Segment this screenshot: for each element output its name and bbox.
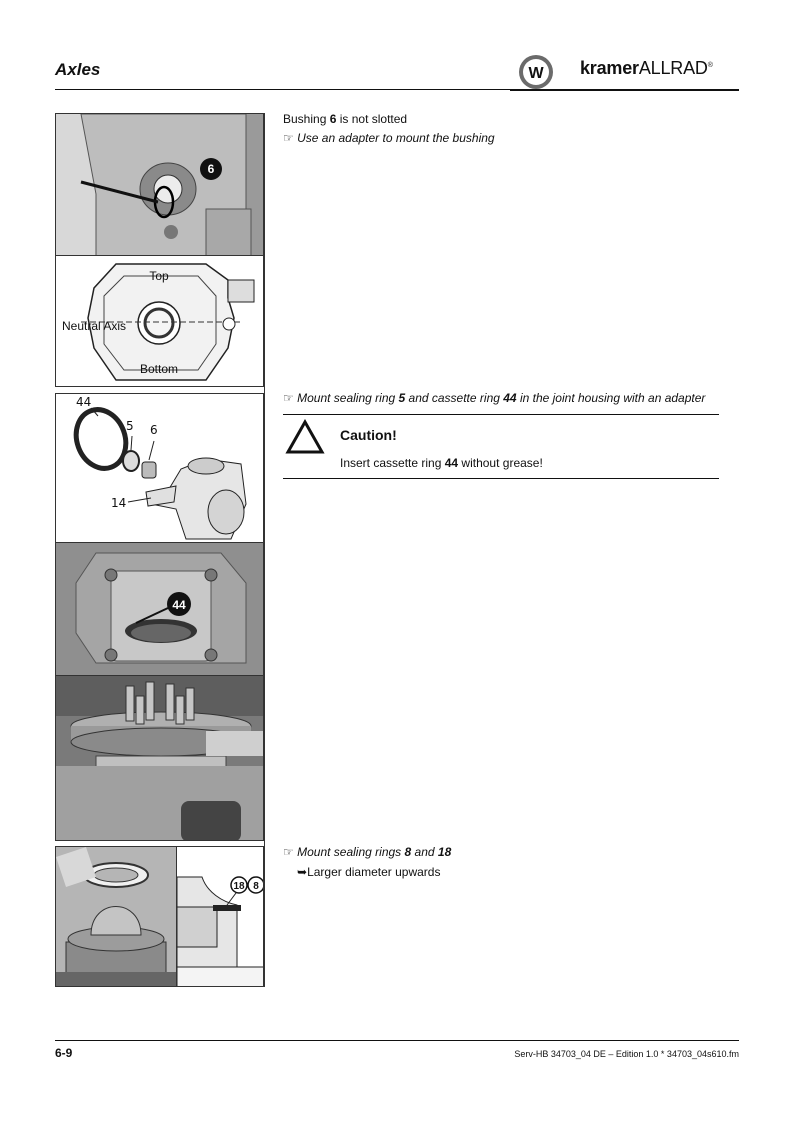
figure-exploded-view	[55, 393, 264, 543]
label-neutral-axis: Neutral Axis	[62, 319, 127, 333]
label-5: 5	[126, 419, 134, 433]
callout-8-label: 8	[253, 881, 259, 892]
logo-letter: W	[528, 65, 544, 82]
header-rule-right	[510, 89, 739, 91]
header-rule-left	[55, 89, 510, 90]
footer-rule	[55, 1040, 739, 1041]
figure-seal-section	[176, 846, 264, 987]
arrow-icon: ➥	[297, 865, 308, 879]
callout-44-label: 44	[172, 598, 186, 612]
chapter-title: Axles	[55, 60, 101, 79]
label-bottom: Bottom	[139, 362, 179, 376]
figure-orientation-diagram	[55, 255, 264, 387]
step-bushing-note: Bushing 6 is not slotted	[283, 112, 408, 126]
figure-cassette-photo	[55, 542, 264, 676]
caution-rule-top	[283, 414, 719, 415]
callout-6-label: 6	[207, 162, 215, 176]
brand-trademark: ®	[707, 62, 713, 69]
label-44: 44	[76, 395, 92, 409]
kramer-logo-icon	[518, 54, 554, 90]
pointing-hand-icon: ☞	[283, 845, 294, 859]
caution-rule-bottom	[283, 478, 719, 479]
warning-triangle-icon	[285, 419, 325, 455]
figure-column	[55, 113, 265, 987]
step-mount-sealing-rings: ☞ Mount sealing rings 8 and 18	[283, 845, 452, 859]
pointing-hand-icon: ☞	[283, 391, 294, 405]
brand-bold: kramer	[580, 58, 639, 78]
figure-column-divider	[264, 113, 265, 987]
figure-seal-mount-photo	[55, 846, 177, 987]
brand-light: ALLRAD	[638, 58, 708, 78]
callout-18-label: 18	[233, 881, 245, 892]
figure-bushing-photo	[55, 113, 264, 256]
caution-title: Caution!	[340, 427, 397, 443]
label-6: 6	[150, 423, 158, 437]
label-14: 14	[111, 496, 127, 510]
step-mount-sealing-ring: ☞ Mount sealing ring 5 and cassette ring 44 in the joint housing with an adapter	[283, 391, 706, 405]
document-reference: Serv-HB 34703_04 DE – Edition 1.0 * 34703_04s610.fm	[514, 1049, 739, 1059]
caution-text: Insert cassette ring 44 without grease!	[340, 456, 543, 470]
figure-flange-photo	[55, 675, 264, 841]
label-top: Top	[149, 269, 169, 283]
brand-name	[580, 58, 713, 79]
pointing-hand-icon: ☞	[283, 131, 294, 145]
step-larger-diameter-note: ➥Larger diameter upwards	[297, 865, 441, 879]
page-number: 6-9	[55, 1046, 73, 1060]
step-use-adapter: ☞ Use an adapter to mount the bushing	[283, 131, 495, 145]
